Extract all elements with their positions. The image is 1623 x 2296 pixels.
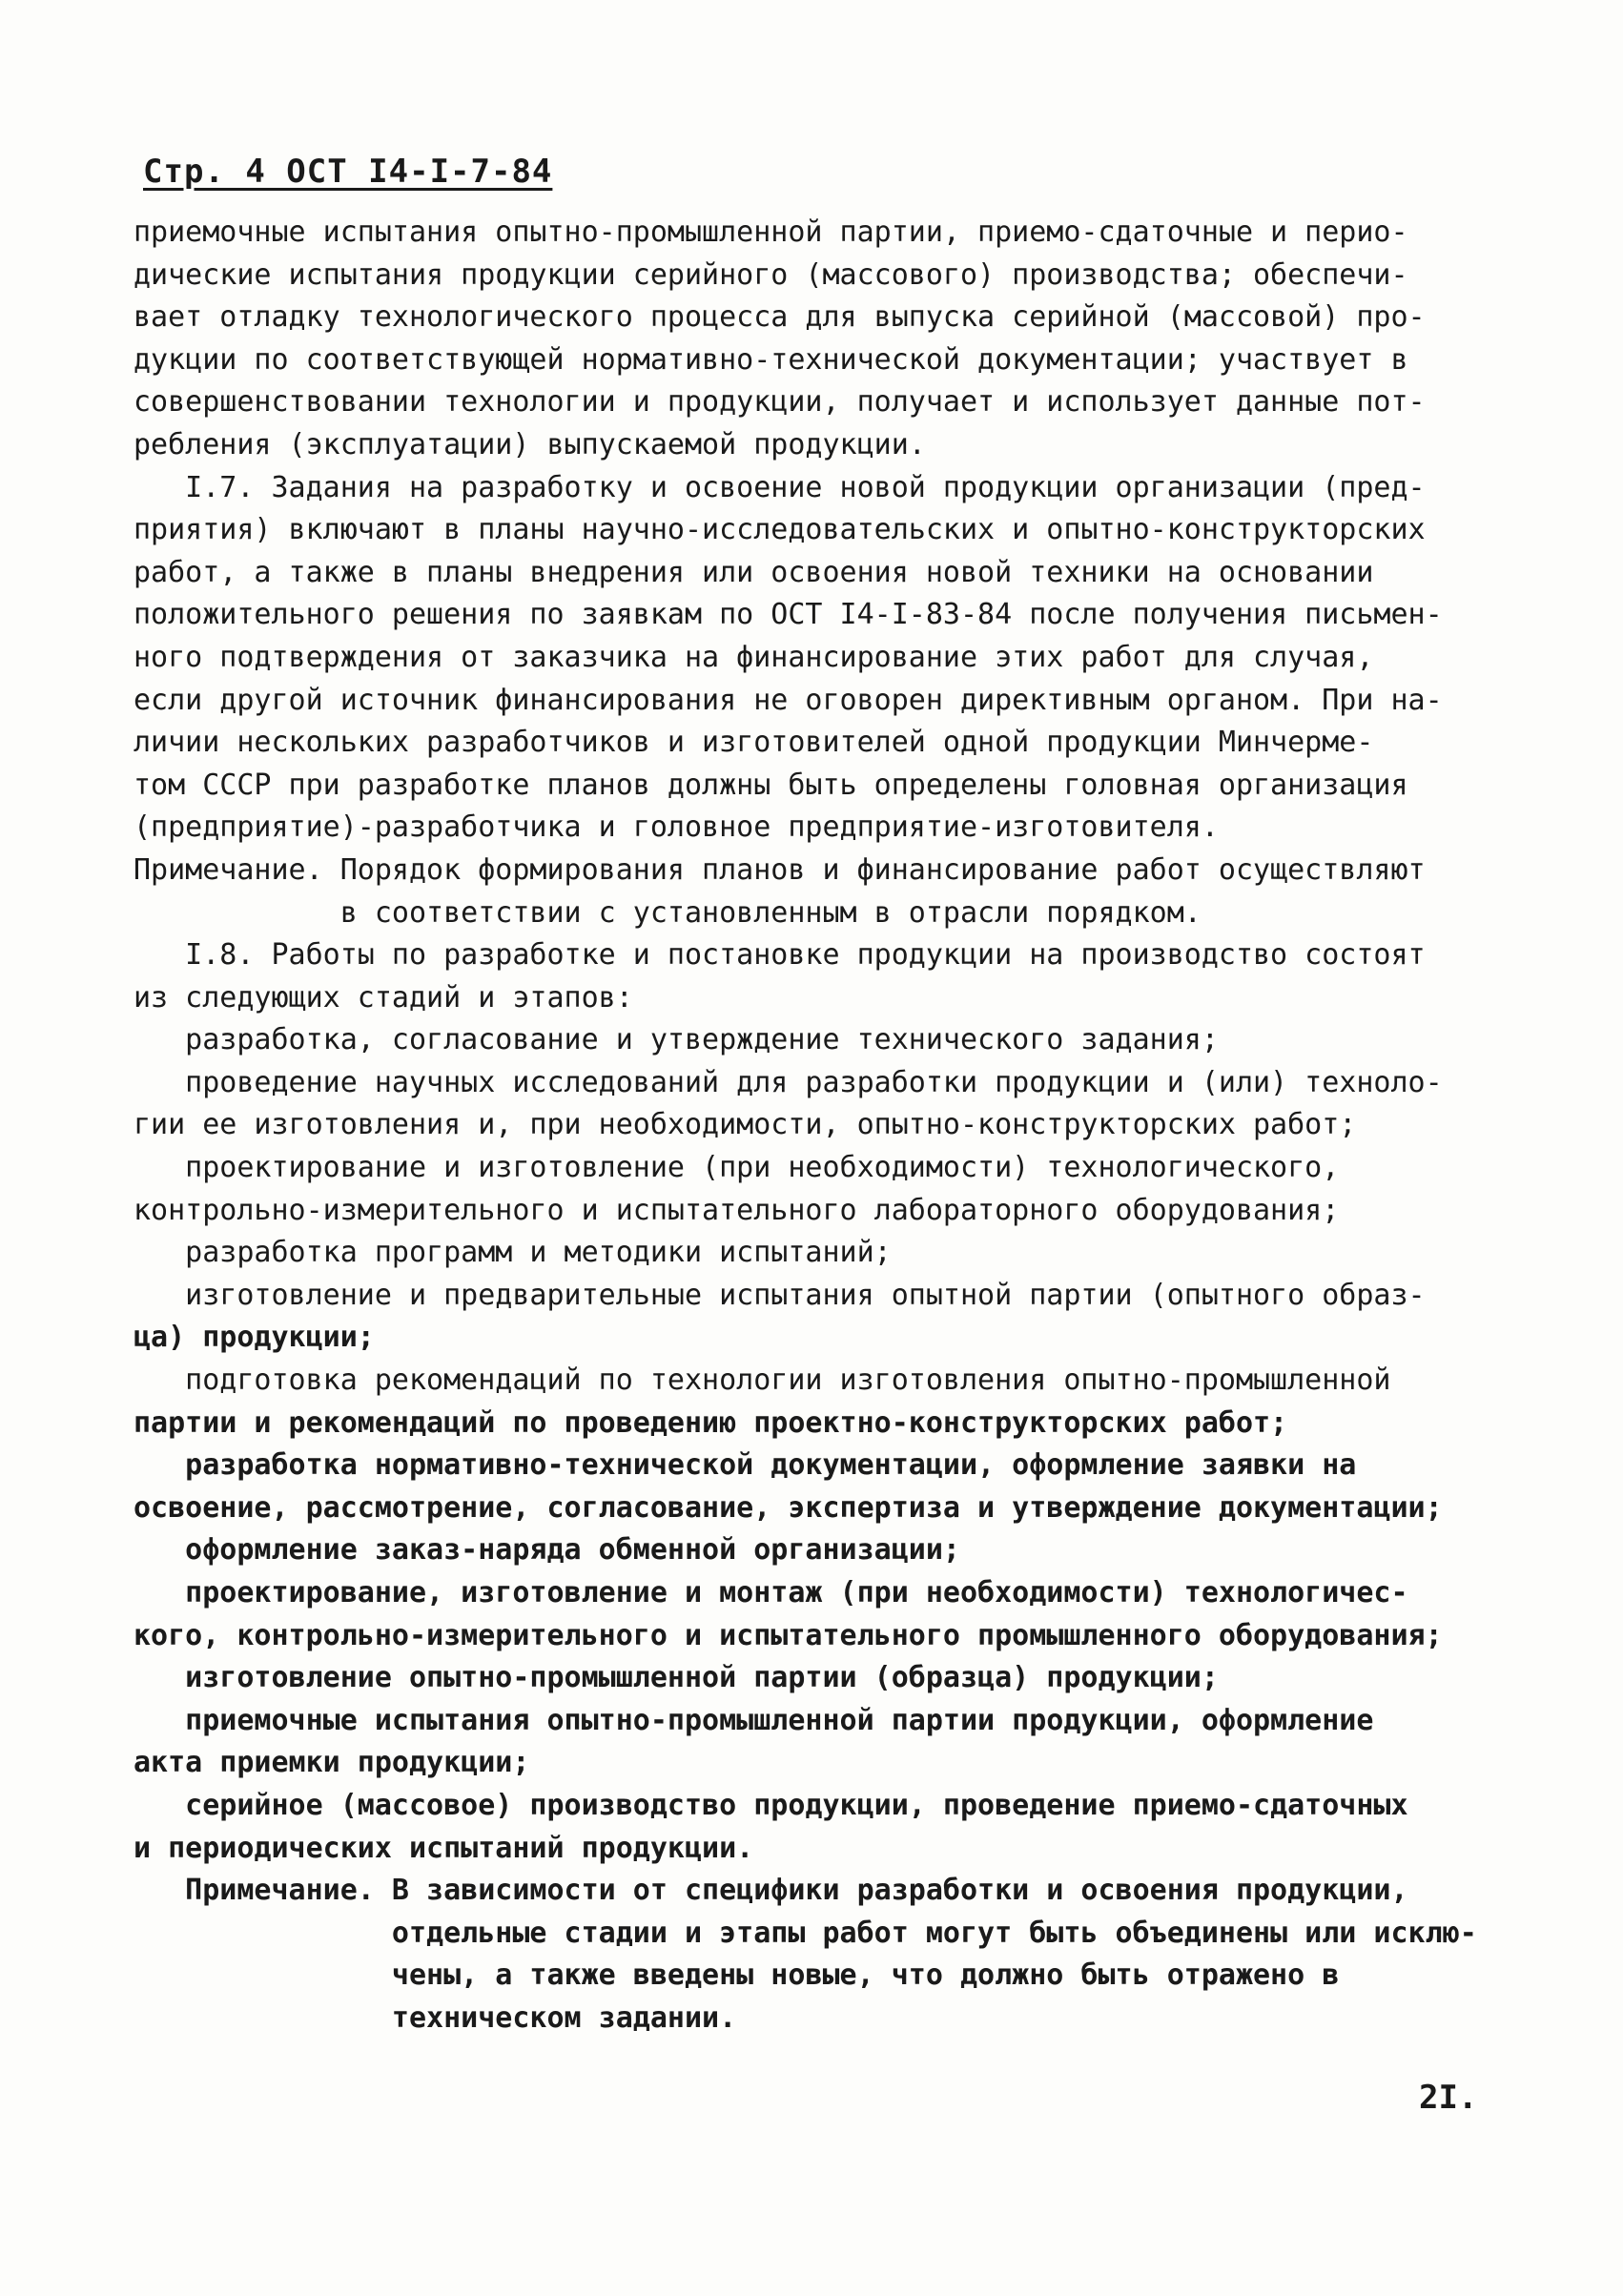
text-line: партии и рекомендаций по проведению проектно-конструкторских работ; [134, 1405, 1288, 1440]
text-line: ребления (эксплуатации) выпускаемой продукции. [134, 427, 926, 461]
text-line: совершенствовании технологии и продукции, получает и использует данные пот- [134, 385, 1426, 420]
text-line: гии ее изготовления и, при необходимости, опытно-конструкторских работ; [134, 1108, 1357, 1142]
note-line: Примечание. В зависимости от специфики разработки и освоения продукции, [134, 1874, 1408, 1908]
text-line: приемочные испытания опытно-промышленной партии, приемо-сдаточные и перио- [134, 215, 1408, 249]
text-line: приемочные испытания опытно-промышленной партии продукции, оформление [134, 1703, 1374, 1737]
note-line: отдельные стадии и этапы работ могут быть объединены или исклю- [134, 1916, 1477, 1950]
text-line: вает отладку технологического процесса для выпуска серийной (массовой) про- [134, 300, 1426, 335]
text-line: подготовка рекомендаций по технологии изготовления опытно-промышленной [134, 1363, 1391, 1398]
note-line: в соответствии с установленным в отрасли порядком. [134, 895, 1202, 930]
text-line: I.8. Работы по разработке и постановке продукции на производство состоят [134, 938, 1426, 973]
text-line: если другой источник финансирования не оговорен директивным органом. При на- [134, 683, 1443, 717]
text-line: и периодических испытаний продукции. [134, 1831, 754, 1865]
text-line: ного подтверждения от заказчика на финансирование этих работ для случая, [134, 640, 1374, 674]
page-number: 2I. [1419, 2079, 1478, 2117]
text-line: ца) продукции; [134, 1321, 375, 1355]
text-line: проектирование и изготовление (при необходимости) технологического, [134, 1151, 1340, 1185]
text-line: положительного решения по заявкам по ОСТ I4-I-83-84 после получения письмен- [134, 598, 1443, 632]
text-line: серийное (массовое) производство продукции, проведение приемо-сдаточных [134, 1788, 1408, 1822]
note-line: Примечание. Порядок формирования планов и финансирование работ осуществляют [134, 852, 1426, 887]
text-line: разработка, согласование и утверждение технического задания; [134, 1023, 1219, 1057]
text-line: из следующих стадий и этапов: [134, 980, 633, 1015]
text-line: проведение научных исследований для разработки продукции и (или) техноло- [134, 1065, 1443, 1099]
text-line: том СССР при разработке планов должны быть определены головная организация [134, 768, 1408, 802]
text-line: оформление заказ-наряда обменной организации; [134, 1533, 960, 1568]
text-line: (предприятие)-разработчика и головное предприятие-изготовителя. [134, 810, 1219, 845]
note-line: техническом задании. [134, 2000, 737, 2035]
note-line: чены, а также введены новые, что должно быть отражено в [134, 1958, 1340, 1993]
page-header: Стр. 4 ОСТ I4-I-7-84 [143, 153, 553, 191]
text-line: проектирование, изготовление и монтаж (при необходимости) технологичес- [134, 1576, 1408, 1609]
text-line: I.7. Задания на разработку и освоение новой продукции организации (пред- [134, 470, 1426, 504]
text-line: приятия) включают в планы научно-исследовательских и опытно-конструкторских [134, 513, 1426, 547]
text-line: работ, а также в планы внедрения или освоения новой техники на основании [134, 555, 1374, 589]
text-line: личии нескольких разработчиков и изготовителей одной продукции Минчерме- [134, 726, 1374, 760]
text-line: кого, контрольно-измерительного и испытательного промышленного оборудования; [134, 1618, 1443, 1652]
document-body [134, 212, 1497, 2040]
text-line: разработка программ и методики испытаний; [134, 1236, 892, 1270]
text-line: контрольно-измерительного и испытательного лабораторного оборудования; [134, 1193, 1340, 1227]
text-line: изготовление опытно-промышленной партии (образца) продукции; [134, 1661, 1219, 1695]
text-line: дукции по соответствующей нормативно-технической документации; участвует в [134, 342, 1408, 377]
text-line: освоение, рассмотрение, согласование, экспертиза и утверждение документации; [134, 1490, 1443, 1525]
text-line: разработка нормативно-технической документации, оформление заявки на [134, 1448, 1357, 1483]
text-line: изготовление и предварительные испытания опытной партии (опытного образ- [134, 1278, 1426, 1312]
text-line: дические испытания продукции серийного (массового) производства; обеспечи- [134, 257, 1408, 292]
text-line: акта приемки продукции; [134, 1746, 530, 1780]
